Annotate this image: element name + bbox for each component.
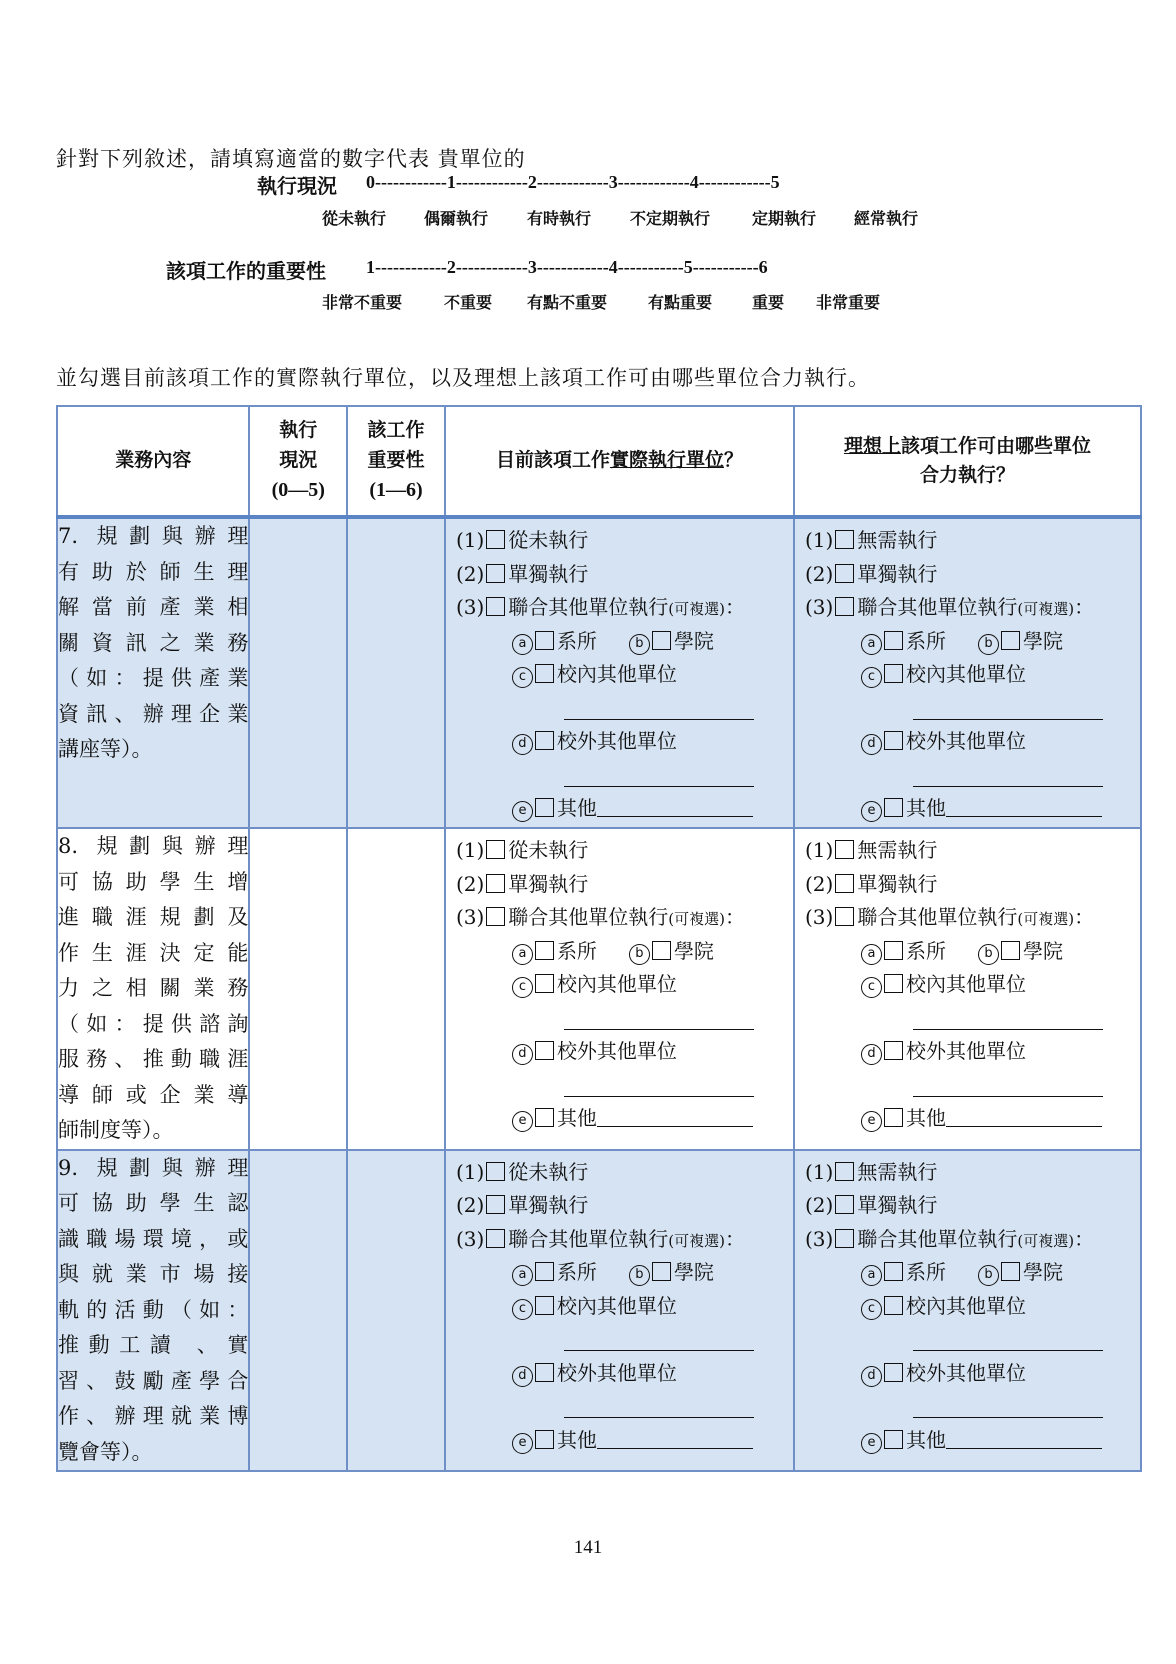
fill-in-line[interactable] <box>597 1106 753 1127</box>
circled-b-icon: b <box>629 1265 650 1286</box>
header-ideal-post: 該項工作可由哪些單位 <box>901 434 1092 457</box>
table-row <box>57 828 1141 1150</box>
circled-e-icon: e <box>861 1111 882 1132</box>
option-label: 聯合其他單位執行 <box>857 1226 1018 1251</box>
option-note: (可複選) <box>668 600 725 618</box>
scale-label: 偶爾執行 <box>424 209 489 228</box>
checkbox[interactable] <box>535 798 554 817</box>
fill-in-line[interactable] <box>564 699 754 720</box>
task-description <box>57 517 249 828</box>
circled-b-icon: b <box>978 634 999 655</box>
ideal-unit-cell <box>794 1150 1141 1472</box>
checkbox[interactable] <box>835 874 854 893</box>
option-number: (1) <box>805 1159 834 1184</box>
header-exec-range: (0—5) <box>271 478 325 501</box>
scale-label: 不定期執行 <box>630 209 711 228</box>
option-label: 聯合其他單位執行 <box>508 905 669 929</box>
checkbox[interactable] <box>535 1108 554 1127</box>
option-label: 系所 <box>906 1260 946 1284</box>
option-label: 校外其他單位 <box>556 729 677 753</box>
option-line <box>456 1155 588 1191</box>
fill-in-line[interactable] <box>913 1330 1103 1351</box>
task-desc-line: 作生涯決定能 <box>58 940 249 965</box>
option-label: 其他 <box>906 1427 946 1452</box>
option-label: 校外其他單位 <box>556 1039 677 1063</box>
option-label: 系所 <box>556 1260 597 1284</box>
instruction-text: 針對下列敘述，請填寫適當的數字代表 貴單位的 <box>56 147 526 171</box>
header-current-post: ？ <box>723 449 743 472</box>
option-line <box>456 1356 677 1392</box>
checkbox[interactable] <box>486 874 505 893</box>
option-label: 聯合其他單位執行 <box>857 595 1018 619</box>
option-line <box>456 1188 588 1224</box>
checkbox[interactable] <box>535 941 554 960</box>
option-line <box>805 590 1094 628</box>
option-line <box>456 1423 753 1459</box>
option-line <box>805 523 937 559</box>
option-label: 無需執行 <box>857 528 938 552</box>
checkbox[interactable] <box>535 1363 554 1382</box>
fill-in-line[interactable] <box>564 1330 754 1351</box>
option-line <box>456 791 753 827</box>
table-row <box>57 1150 1141 1472</box>
checkbox[interactable] <box>1001 1262 1020 1281</box>
option-label: 聯合其他單位執行 <box>508 1226 669 1251</box>
task-desc-line: 服務、推動職涯 <box>58 1047 249 1071</box>
option-colon: ： <box>1074 595 1095 619</box>
task-desc-line: （如：提供產業 <box>58 666 249 690</box>
option-label: 校外其他單位 <box>906 729 1026 753</box>
checkbox[interactable] <box>884 798 903 817</box>
option-line <box>456 1034 677 1070</box>
circled-e-icon: e <box>861 1433 882 1454</box>
exec-scale-line: 0------------1------------2------------3------------4------------5 <box>366 172 780 192</box>
option-line <box>805 557 937 593</box>
option-line <box>456 724 677 760</box>
option-line <box>805 657 1026 693</box>
header-importance <box>347 406 445 517</box>
fill-in-line[interactable] <box>913 699 1103 720</box>
task-desc-line: 進職涯規劃及 <box>58 905 249 929</box>
task-desc-line: 推動工讀 、實 <box>58 1333 249 1357</box>
checkbox[interactable] <box>835 1229 854 1248</box>
option-number: (1) <box>455 528 485 552</box>
option-label: 其他 <box>556 796 597 820</box>
task-desc-line: 作、辦理就業博 <box>58 1404 249 1428</box>
task-desc-line: 可協助學生認 <box>58 1191 249 1215</box>
exec-status-cell[interactable] <box>249 517 347 828</box>
option-line <box>456 967 677 1003</box>
scale-label: 有時執行 <box>527 209 592 228</box>
checkbox[interactable] <box>884 941 903 960</box>
option-line <box>805 1034 1026 1070</box>
circled-d-icon: d <box>512 1044 533 1065</box>
option-line <box>456 657 677 693</box>
option-line <box>456 590 745 628</box>
circled-e-icon: e <box>512 1433 533 1454</box>
circled-b-icon: b <box>978 1265 999 1286</box>
option-line <box>805 1155 937 1191</box>
option-label: 校外其他單位 <box>906 1360 1026 1385</box>
checkbox[interactable] <box>884 1108 903 1127</box>
option-label: 系所 <box>556 628 597 653</box>
task-desc-line: 9. 規劃與辦理 <box>58 1155 249 1180</box>
scale-label: 非常不重要 <box>322 293 403 312</box>
fill-in-line[interactable] <box>913 766 1103 787</box>
checkbox[interactable] <box>884 664 903 683</box>
scale-label: 重要 <box>752 293 785 312</box>
option-number: (2) <box>455 561 485 586</box>
checkbox[interactable] <box>884 1363 903 1382</box>
circled-d-icon: d <box>512 1366 533 1387</box>
option-line <box>805 791 1102 827</box>
scale-label: 有點重要 <box>648 293 713 312</box>
header-imp-line2: 重要性 <box>367 448 425 471</box>
option-line <box>456 833 588 869</box>
circled-a-icon: a <box>512 944 533 965</box>
checkbox[interactable] <box>884 1430 903 1449</box>
option-line <box>805 1289 1026 1325</box>
fill-in-line[interactable] <box>913 1076 1103 1097</box>
page-number: 141 <box>573 1537 603 1558</box>
option-number: (2) <box>455 1193 485 1217</box>
fill-in-line[interactable] <box>913 1397 1103 1418</box>
ideal-unit-cell <box>794 828 1141 1150</box>
circled-a-icon: a <box>861 1265 882 1286</box>
survey-table <box>56 405 1142 1472</box>
option-line <box>805 934 1063 970</box>
option-label: 校內其他單位 <box>906 662 1026 686</box>
checkbox[interactable] <box>535 1262 554 1281</box>
exec-scale-title: 執行現況 <box>257 174 337 198</box>
scale-label: 經常執行 <box>854 209 919 228</box>
option-label: 校內其他單位 <box>906 1293 1026 1318</box>
option-note: (可複選) <box>668 1231 725 1250</box>
option-line <box>456 523 588 559</box>
checkbox[interactable] <box>535 1041 554 1060</box>
task-desc-line: 解當前產業相 <box>58 595 249 619</box>
circled-a-icon: a <box>861 634 882 655</box>
option-label: 學院 <box>1023 628 1063 653</box>
option-line <box>805 900 1094 938</box>
option-line <box>805 967 1026 1003</box>
task-desc-line: 有助於師生理 <box>58 559 249 584</box>
task-desc-line: 力之相關業務 <box>58 976 249 1000</box>
option-label: 單獨執行 <box>508 871 589 896</box>
fill-in-line[interactable] <box>564 1009 754 1030</box>
option-label: 單獨執行 <box>508 561 589 586</box>
option-label: 學院 <box>1023 938 1063 963</box>
option-label: 校內其他單位 <box>556 972 677 996</box>
current-unit-cell <box>445 828 794 1150</box>
option-number: (3) <box>805 1226 834 1251</box>
circled-d-icon: d <box>861 1366 882 1387</box>
circled-e-icon: e <box>861 801 882 822</box>
option-number: (3) <box>805 595 834 619</box>
option-label: 單獨執行 <box>508 1193 589 1217</box>
option-note: (可複選) <box>668 910 725 928</box>
scale-label: 不重要 <box>444 293 493 312</box>
task-desc-line: 與就業市場接 <box>58 1262 249 1286</box>
task-desc-line: 導師或企業導 <box>58 1082 249 1107</box>
option-label: 校外其他單位 <box>556 1360 677 1385</box>
task-desc-line: 8. 規劃與辦理 <box>58 834 249 858</box>
option-number: (1) <box>805 528 834 552</box>
header-task: 業務內容 <box>57 406 249 517</box>
checkbox[interactable] <box>486 597 505 616</box>
checkbox[interactable] <box>835 907 854 926</box>
option-line <box>805 833 937 869</box>
option-number: (3) <box>455 905 485 929</box>
scale-label: 從未執行 <box>322 209 387 228</box>
option-number: (1) <box>455 1159 485 1184</box>
importance-cell[interactable] <box>347 828 445 1150</box>
fill-in-line[interactable] <box>597 1428 753 1449</box>
option-number: (2) <box>805 561 834 586</box>
checkbox[interactable] <box>835 1195 854 1214</box>
circled-c-icon: c <box>512 1299 533 1320</box>
checkbox[interactable] <box>835 1162 854 1181</box>
option-note: (可複選) <box>1017 600 1075 618</box>
task-description <box>57 1150 249 1472</box>
option-line <box>805 1356 1026 1392</box>
option-note: (可複選) <box>1017 1231 1075 1250</box>
task-desc-line: 軌的活動（如： <box>58 1297 249 1322</box>
option-line <box>456 624 714 660</box>
option-label: 系所 <box>556 938 597 963</box>
instruction-text-2: 並勾選目前該項工作的實際執行單位，以及理想上該項工作可由哪些單位合力執行。 <box>56 366 870 390</box>
checkbox[interactable] <box>835 597 854 616</box>
option-label: 其他 <box>906 796 946 820</box>
fill-in-line[interactable] <box>946 796 1102 817</box>
option-line <box>456 1101 753 1137</box>
header-exec-status <box>249 406 347 517</box>
option-line <box>456 1255 714 1291</box>
task-desc-line: 覽會等）。 <box>58 1439 153 1464</box>
checkbox[interactable] <box>1001 631 1020 650</box>
task-desc-line: 習、鼓勵產學合 <box>58 1368 249 1393</box>
task-desc-line: 關資訊之業務 <box>58 630 249 655</box>
circled-d-icon: d <box>861 734 882 755</box>
option-colon: ： <box>1074 905 1095 929</box>
table-row <box>57 517 1141 828</box>
option-label: 其他 <box>556 1106 597 1130</box>
checkbox[interactable] <box>535 731 554 750</box>
task-desc-line: （如：提供諮詢 <box>58 1011 249 1036</box>
option-colon: ： <box>1074 1226 1095 1251</box>
circled-c-icon: c <box>512 977 533 998</box>
circled-c-icon: c <box>861 667 882 688</box>
option-label: 從未執行 <box>508 838 589 862</box>
checkbox[interactable] <box>486 1195 505 1214</box>
circled-b-icon: b <box>978 944 999 965</box>
option-line <box>805 624 1063 660</box>
option-line <box>456 1222 745 1260</box>
option-line <box>805 1255 1063 1291</box>
header-imp-line1: 該工作 <box>367 419 425 442</box>
header-ideal-line2: 合力執行？ <box>919 464 1015 486</box>
checkbox[interactable] <box>535 631 554 650</box>
option-number: (2) <box>455 871 485 896</box>
option-label: 校外其他單位 <box>906 1039 1026 1063</box>
header-imp-range: (1—6) <box>369 478 423 501</box>
checkbox[interactable] <box>535 1430 554 1449</box>
circled-e-icon: e <box>512 801 533 822</box>
option-line <box>805 867 937 903</box>
fill-in-line[interactable] <box>564 1397 754 1418</box>
checkbox[interactable] <box>535 664 554 683</box>
option-label: 單獨執行 <box>857 1193 938 1217</box>
checkbox[interactable] <box>835 564 854 583</box>
option-label: 系所 <box>906 938 946 963</box>
option-line <box>456 900 745 938</box>
option-line <box>456 557 588 593</box>
checkbox[interactable] <box>486 840 505 859</box>
option-line <box>805 1188 937 1224</box>
checkbox[interactable] <box>486 530 505 549</box>
importance-cell[interactable] <box>347 517 445 828</box>
circled-d-icon: d <box>512 734 533 755</box>
circled-e-icon: e <box>512 1111 533 1132</box>
table-header-row <box>57 406 1141 517</box>
ideal-unit-cell <box>794 517 1141 828</box>
option-number: (2) <box>805 1193 834 1217</box>
header-current-underlined: 實際執行單位 <box>609 449 724 472</box>
header-current-unit <box>445 406 794 517</box>
option-line <box>805 1101 1102 1137</box>
circled-c-icon: c <box>512 667 533 688</box>
option-note: (可複選) <box>1017 910 1075 928</box>
exec-status-cell[interactable] <box>249 1150 347 1472</box>
fill-in-line[interactable] <box>564 766 754 787</box>
checkbox[interactable] <box>884 1262 903 1281</box>
fill-in-line[interactable] <box>564 1076 754 1097</box>
circled-d-icon: d <box>861 1044 882 1065</box>
option-number: (3) <box>805 905 834 929</box>
option-line <box>456 1289 677 1325</box>
option-line <box>456 867 588 903</box>
checkbox[interactable] <box>884 1041 903 1060</box>
circled-b-icon: b <box>629 944 650 965</box>
option-number: (2) <box>805 871 834 896</box>
option-label: 學院 <box>673 1260 714 1284</box>
option-line <box>456 934 714 970</box>
fill-in-line[interactable] <box>597 796 753 817</box>
checkbox[interactable] <box>884 1296 903 1315</box>
circled-c-icon: c <box>861 1299 882 1320</box>
checkbox[interactable] <box>535 974 554 993</box>
option-number: (3) <box>455 1226 485 1251</box>
header-current-pre: 目前該項工作 <box>495 449 610 472</box>
option-label: 校內其他單位 <box>556 662 677 686</box>
checkbox[interactable] <box>1001 941 1020 960</box>
circled-a-icon: a <box>512 634 533 655</box>
option-label: 聯合其他單位執行 <box>508 595 669 619</box>
circled-c-icon: c <box>861 977 882 998</box>
fill-in-line[interactable] <box>946 1428 1102 1449</box>
checkbox[interactable] <box>486 564 505 583</box>
option-label: 從未執行 <box>508 528 589 552</box>
option-number: (1) <box>455 838 485 862</box>
option-label: 系所 <box>906 628 946 653</box>
option-label: 其他 <box>906 1106 946 1130</box>
task-desc-line: 可協助學生增 <box>58 869 249 894</box>
task-desc-line: 師制度等）。 <box>58 1118 174 1142</box>
option-label: 從未執行 <box>508 1159 589 1184</box>
task-desc-line: 識職場環境，或 <box>58 1226 249 1251</box>
scale-label: 有點不重要 <box>527 293 608 312</box>
exec-status-cell[interactable] <box>249 828 347 1150</box>
option-line <box>805 1222 1094 1260</box>
option-label: 單獨執行 <box>857 871 938 896</box>
checkbox[interactable] <box>652 1262 671 1281</box>
fill-in-line[interactable] <box>946 1106 1102 1127</box>
circled-a-icon: a <box>861 944 882 965</box>
circled-b-icon: b <box>629 634 650 655</box>
option-label: 無需執行 <box>857 838 938 862</box>
checkbox[interactable] <box>884 731 903 750</box>
checkbox[interactable] <box>884 974 903 993</box>
header-ideal-unit <box>794 406 1141 517</box>
checkbox[interactable] <box>486 907 505 926</box>
circled-a-icon: a <box>512 1265 533 1286</box>
current-unit-cell <box>445 1150 794 1472</box>
checkbox[interactable] <box>652 941 671 960</box>
option-label: 校內其他單位 <box>556 1293 677 1318</box>
option-line <box>805 1423 1102 1459</box>
option-label: 聯合其他單位執行 <box>857 905 1018 929</box>
option-label: 學院 <box>1023 1260 1063 1284</box>
fill-in-line[interactable] <box>913 1009 1103 1030</box>
importance-scale-line: 1------------2------------3------------4-----------5-----------6 <box>366 257 768 277</box>
checkbox[interactable] <box>884 631 903 650</box>
task-desc-line: 資訊、辦理企業 <box>58 701 249 726</box>
header-exec-line1: 執行 <box>279 419 318 442</box>
option-label: 學院 <box>673 628 714 653</box>
checkbox[interactable] <box>835 530 854 549</box>
option-number: (3) <box>455 595 485 619</box>
option-label: 其他 <box>556 1427 597 1452</box>
header-ideal-underlined: 理想上 <box>843 434 901 457</box>
option-colon: ： <box>725 905 745 929</box>
option-line <box>805 724 1026 760</box>
task-description <box>57 828 249 1150</box>
current-unit-cell <box>445 517 794 828</box>
scale-label: 非常重要 <box>816 293 881 312</box>
option-colon: ： <box>725 1226 745 1251</box>
checkbox[interactable] <box>535 1296 554 1315</box>
option-label: 單獨執行 <box>857 561 938 586</box>
task-desc-line: 講座等）。 <box>58 737 153 761</box>
checkbox[interactable] <box>835 840 854 859</box>
checkbox[interactable] <box>486 1162 505 1181</box>
option-number: (1) <box>805 838 834 862</box>
scale-label: 定期執行 <box>752 209 817 228</box>
checkbox[interactable] <box>652 631 671 650</box>
header-exec-line2: 現況 <box>279 448 318 471</box>
option-colon: ： <box>725 595 745 619</box>
importance-scale-title: 該項工作的重要性 <box>166 259 326 283</box>
checkbox[interactable] <box>486 1229 505 1248</box>
option-label: 校內其他單位 <box>906 972 1026 996</box>
option-label: 無需執行 <box>857 1159 938 1184</box>
task-desc-line: 7. 規劃與辦理 <box>58 524 249 548</box>
option-label: 學院 <box>673 938 714 963</box>
importance-cell[interactable] <box>347 1150 445 1472</box>
